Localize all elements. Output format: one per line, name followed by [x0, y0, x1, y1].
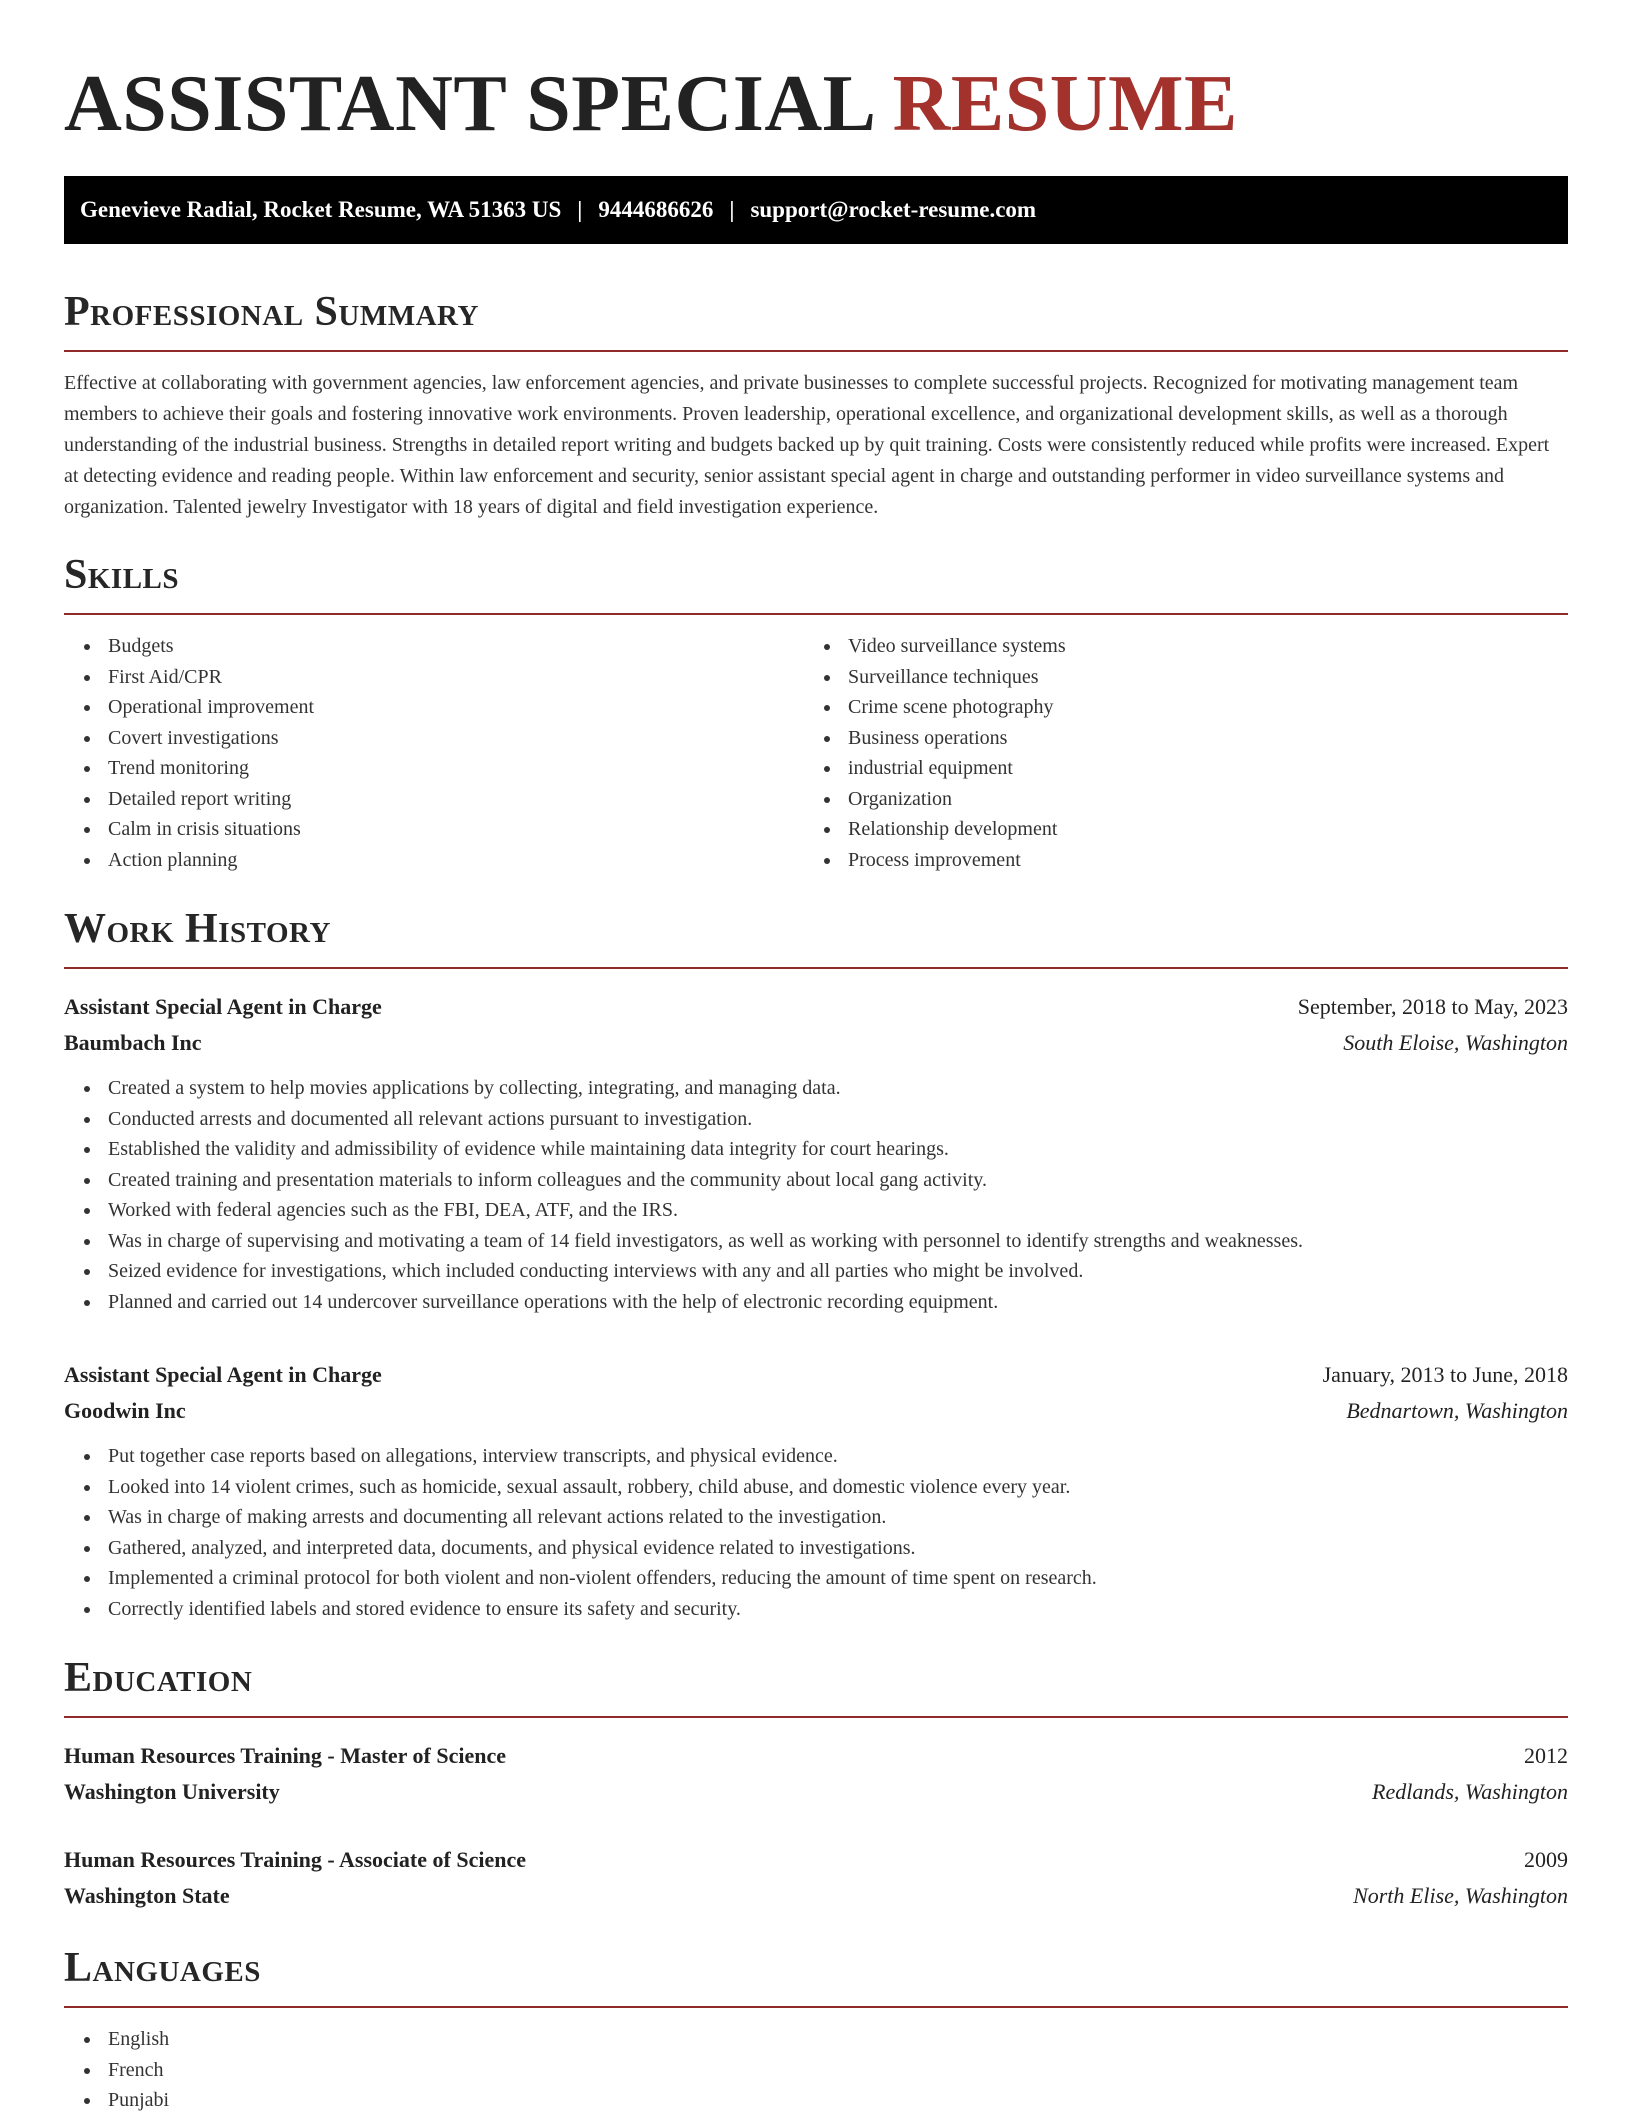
summary-section: [64, 288, 1568, 523]
job-entry: [64, 1357, 1568, 1624]
language-item: English: [64, 2024, 1568, 2055]
job-bullet: Conducted arrests and documented all relevant actions pursuant to investigation.: [64, 1104, 1568, 1135]
job-company-row: [64, 1393, 1568, 1429]
job-bullet: Planned and carried out 14 undercover surveillance operations with the help of electronic recording equipment.: [64, 1287, 1568, 1318]
job-bullet: Looked into 14 violent crimes, such as homicide, sexual assault, robbery, child abuse, and domestic violence every year.: [64, 1472, 1568, 1503]
job-bullet: Created training and presentation materials to inform colleagues and the community about local gang activity.: [64, 1165, 1568, 1196]
job-bullet: Seized evidence for investigations, which included conducting interviews with any and all parties who might be involved.: [64, 1256, 1568, 1287]
skill-item: Covert investigations: [64, 723, 804, 754]
job-bullet: Created a system to help movies applications by collecting, integrating, and managing data.: [64, 1073, 1568, 1104]
section-divider: [64, 2006, 1568, 2008]
section-heading: Work History: [64, 906, 331, 952]
summary-text: Effective at collaborating with government agencies, law enforcement agencies, and private businesses to complete successful projects. Recognized for motivating management team members to achieve their goals and fostering innovative work environments. Proven leadership, operational excellence, and organizational development skills, as well as a thorough understanding of the industrial business. Strengths in detailed report writing and budgets backed up by quit training. Costs were consistently reduced while profits were increased. Expert at detecting evidence and reading people. Within law enforcement and security, senior assistant special agent in charge and outstanding performer in video surveillance systems and organization. Talented jewelry Investigator with 18 years of digital and field investigation experience.: [64, 372, 1550, 518]
education-year: 2012: [1524, 1743, 1568, 1768]
skills-list-right: [804, 631, 1544, 875]
skill-item: Action planning: [64, 845, 804, 876]
resume-title: [64, 56, 1568, 152]
contact-email: support@rocket-resume.com: [750, 197, 1037, 222]
education-degree-row: [64, 1842, 1568, 1878]
contact-phone: 9444686626: [598, 197, 714, 222]
job-title: Assistant Special Agent in Charge: [64, 1362, 382, 1387]
job-bullet: Established the validity and admissibility of evidence while maintaining data integrity for court hearings.: [64, 1134, 1568, 1165]
education-location: North Elise, Washington: [1353, 1883, 1568, 1908]
skills-list-left: [64, 631, 804, 875]
language-item: Punjabi: [64, 2085, 1568, 2116]
job-entry: [64, 989, 1568, 1317]
skills-section: [64, 551, 1568, 875]
job-title: Assistant Special Agent in Charge: [64, 994, 382, 1019]
resume-page: [64, 56, 1568, 2116]
job-company: Baumbach Inc: [64, 1030, 202, 1055]
contact-separator: |: [729, 197, 735, 222]
job-bullet: Gathered, analyzed, and interpreted data, documents, and physical evidence related to investigations.: [64, 1533, 1568, 1564]
education-school-row: [64, 1878, 1568, 1914]
skill-item: Trend monitoring: [64, 753, 804, 784]
job-bullet: Worked with federal agencies such as the FBI, DEA, ATF, and the IRS.: [64, 1195, 1568, 1226]
section-divider: [64, 1716, 1568, 1718]
job-dates: January, 2013 to June, 2018: [1322, 1362, 1568, 1387]
education-entry: [64, 1738, 1568, 1810]
education-degree: Human Resources Training - Associate of Science: [64, 1847, 526, 1872]
section-heading: Skills: [64, 552, 180, 598]
job-location: South Eloise, Washington: [1343, 1030, 1568, 1055]
skill-item: Budgets: [64, 631, 804, 662]
job-bullet: Correctly identified labels and stored evidence to ensure its safety and security.: [64, 1594, 1568, 1625]
job-header-row: [64, 989, 1568, 1025]
work-history-section: [64, 905, 1568, 1624]
skill-item: Detailed report writing: [64, 784, 804, 815]
section-heading: Languages: [64, 1945, 261, 1991]
education-entry: [64, 1842, 1568, 1914]
job-header-row: [64, 1357, 1568, 1393]
skill-item: Operational improvement: [64, 692, 804, 723]
title-main: ASSISTANT SPECIAL: [64, 60, 873, 148]
job-company: Goodwin Inc: [64, 1398, 186, 1423]
skill-item: First Aid/CPR: [64, 662, 804, 693]
job-bullet: Was in charge of making arrests and documenting all relevant actions related to the investigation.: [64, 1502, 1568, 1533]
skill-item: industrial equipment: [804, 753, 1544, 784]
job-bullets: [64, 1073, 1568, 1317]
education-year: 2009: [1524, 1847, 1568, 1872]
section-divider: [64, 350, 1568, 352]
job-location: Bednartown, Washington: [1346, 1398, 1568, 1423]
skill-item: Process improvement: [804, 845, 1544, 876]
contact-address: Genevieve Radial, Rocket Resume, WA 51363 US: [80, 197, 562, 222]
skill-item: Calm in crisis situations: [64, 814, 804, 845]
education-section: [64, 1654, 1568, 1914]
education-degree: Human Resources Training - Master of Science: [64, 1743, 506, 1768]
job-bullets: [64, 1441, 1568, 1624]
language-item: French: [64, 2055, 1568, 2086]
job-bullet: Was in charge of supervising and motivating a team of 14 field investigators, as well as working with personnel to identify strengths and weaknesses.: [64, 1226, 1568, 1257]
languages-list: [64, 2024, 1568, 2116]
job-bullet: Put together case reports based on allegations, interview transcripts, and physical evidence.: [64, 1441, 1568, 1472]
job-bullet: Implemented a criminal protocol for both violent and non-violent offenders, reducing the amount of time spent on research.: [64, 1563, 1568, 1594]
section-heading: Education: [64, 1655, 253, 1701]
skill-item: Crime scene photography: [804, 692, 1544, 723]
section-heading: Professional Summary: [64, 289, 479, 335]
education-school: Washington State: [64, 1883, 230, 1908]
job-company-row: [64, 1025, 1568, 1061]
education-school-row: [64, 1774, 1568, 1810]
skill-item: Surveillance techniques: [804, 662, 1544, 693]
section-divider: [64, 613, 1568, 615]
title-accent: RESUME: [892, 60, 1238, 148]
skill-item: Organization: [804, 784, 1544, 815]
languages-section: [64, 1944, 1568, 2116]
contact-bar: [64, 176, 1568, 244]
section-divider: [64, 967, 1568, 969]
skill-item: Business operations: [804, 723, 1544, 754]
education-location: Redlands, Washington: [1372, 1779, 1568, 1804]
contact-separator: |: [577, 197, 583, 222]
skill-item: Video surveillance systems: [804, 631, 1544, 662]
education-school: Washington University: [64, 1779, 280, 1804]
job-dates: September, 2018 to May, 2023: [1297, 994, 1568, 1019]
skill-item: Relationship development: [804, 814, 1544, 845]
skills-grid: [64, 631, 1568, 875]
education-degree-row: [64, 1738, 1568, 1774]
